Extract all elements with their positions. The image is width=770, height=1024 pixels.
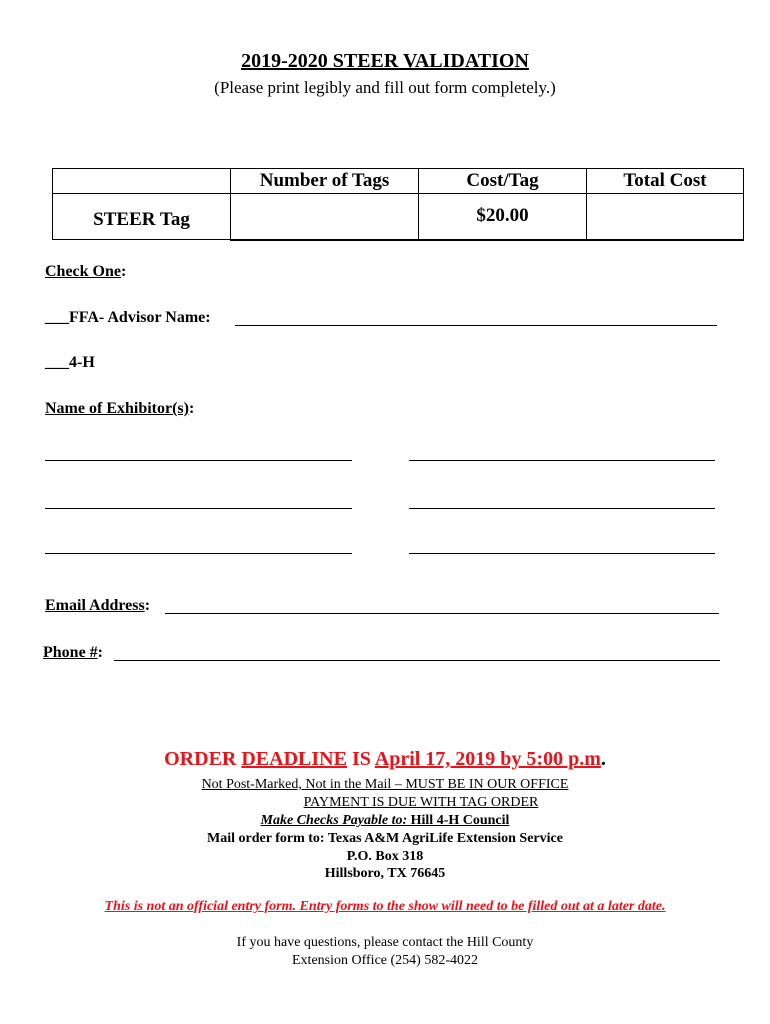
cost-per-tag-value: $20.00 [476,205,529,226]
header-total-cost: Total Cost [623,170,707,191]
city-state-zip: Hillsboro, TX 76645 [324,866,446,881]
form-title: 2019-2020 STEER VALIDATION [241,50,529,72]
mail-to-address: Mail order form to: Texas A&M AgriLife Extension Service [207,831,563,846]
check-one-label: Check One: [45,263,127,280]
header-cost-per-tag: Cost/Tag [466,170,539,191]
po-box: P.O. Box 318 [346,849,424,864]
exhibitor-name-line[interactable] [409,508,715,509]
row-label-steer-tag: STEER Tag [93,209,190,230]
checks-payable: Make Checks Payable to: Hill 4-H Council [260,813,510,828]
exhibitor-name-line[interactable] [45,553,352,554]
number-of-tags-field[interactable] [231,197,418,239]
email-address-line[interactable] [165,613,719,614]
email-label: Email Address: [45,597,151,614]
payment-notice: PAYMENT IS DUE WITH TAG ORDER [303,795,539,810]
exhibitors-label: Name of Exhibitor(s): [45,400,195,417]
tag-cost-table [52,168,744,240]
ffa-advisor-name-line[interactable] [235,325,717,326]
contact-line-1: If you have questions, please contact the Hill County [236,935,534,950]
exhibitor-name-line[interactable] [409,460,715,461]
phone-number-line[interactable] [114,660,720,661]
fourh-option[interactable]: ___4-H [45,354,95,371]
exhibitor-name-line[interactable] [45,460,352,461]
order-deadline: ORDER DEADLINE IS April 17, 2019 by 5:00 p.m. [164,748,606,770]
total-cost-field[interactable] [587,197,743,239]
contact-line-2: Extension Office (254) 582-4022 [292,953,478,968]
postmark-notice: Not Post-Marked, Not in the Mail – MUST BE IN OUR OFFICE [201,777,569,792]
phone-label: Phone #: [43,644,103,661]
entry-form-disclaimer: This is not an official entry form. Entry forms to the show will need to be filled out at a later date. [104,899,666,914]
exhibitor-name-line[interactable] [409,553,715,554]
exhibitor-name-line[interactable] [45,508,352,509]
ffa-option[interactable]: ___FFA- Advisor Name: [45,309,211,326]
form-subtitle: (Please print legibly and fill out form completely.) [214,78,556,97]
header-number-of-tags: Number of Tags [259,170,390,191]
